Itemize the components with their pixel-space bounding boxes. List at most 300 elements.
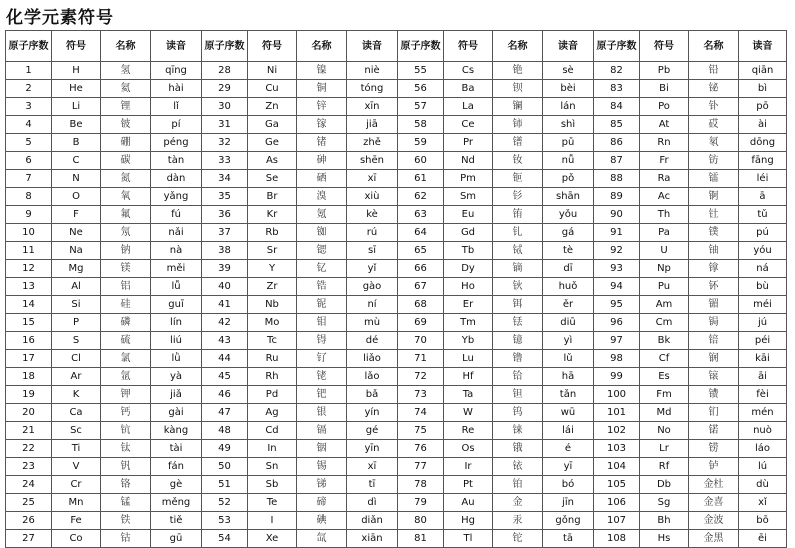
cell-atomic-number: 55 — [398, 62, 444, 80]
cell-symbol: Hs — [640, 530, 689, 548]
cell-name: 铽 — [493, 242, 543, 260]
table-row — [6, 386, 787, 404]
cell-atomic-number: 9 — [6, 206, 52, 224]
cell-name: 硒 — [297, 170, 347, 188]
cell-atomic-number: 2 — [6, 80, 52, 98]
cell-name: 锝 — [297, 332, 347, 350]
table-row — [6, 224, 787, 242]
cell-symbol: Ac — [640, 188, 689, 206]
cell-pronunciation: ēi — [739, 530, 787, 548]
cell-name: 汞 — [493, 512, 543, 530]
cell-name: 铀 — [689, 242, 739, 260]
cell-atomic-number: 19 — [6, 386, 52, 404]
cell-name: 镥 — [493, 350, 543, 368]
cell-pronunciation: jiā — [347, 116, 398, 134]
cell-name: 镭 — [689, 170, 739, 188]
cell-pronunciation: gé — [347, 422, 398, 440]
cell-atomic-number: 47 — [202, 404, 248, 422]
cell-name: 镧 — [493, 98, 543, 116]
cell-pronunciation: zhě — [347, 134, 398, 152]
cell-name: 磷 — [101, 314, 151, 332]
cell-name: 钡 — [493, 80, 543, 98]
cell-atomic-number: 75 — [398, 422, 444, 440]
cell-pronunciation: fèi — [739, 386, 787, 404]
cell-name: 锶 — [297, 242, 347, 260]
cell-symbol: Sb — [248, 476, 297, 494]
header-atomic-number: 原子序数 — [594, 31, 640, 62]
cell-atomic-number: 52 — [202, 494, 248, 512]
cell-atomic-number: 84 — [594, 98, 640, 116]
cell-atomic-number: 48 — [202, 422, 248, 440]
cell-atomic-number: 105 — [594, 476, 640, 494]
cell-pronunciation: lǎo — [347, 368, 398, 386]
cell-atomic-number: 21 — [6, 422, 52, 440]
cell-name: 镁 — [101, 260, 151, 278]
cell-name: 锘 — [689, 422, 739, 440]
table-row — [6, 98, 787, 116]
cell-symbol: P — [52, 314, 101, 332]
cell-pronunciation: xīn — [347, 98, 398, 116]
table-row — [6, 476, 787, 494]
cell-symbol: Mo — [248, 314, 297, 332]
table-row — [6, 350, 787, 368]
table-row — [6, 332, 787, 350]
table-row — [6, 494, 787, 512]
cell-symbol: At — [640, 116, 689, 134]
cell-name: 氡 — [689, 134, 739, 152]
cell-name: 砷 — [297, 152, 347, 170]
cell-atomic-number: 74 — [398, 404, 444, 422]
cell-pronunciation: shān — [543, 188, 594, 206]
cell-atomic-number: 66 — [398, 260, 444, 278]
table-row — [6, 152, 787, 170]
cell-atomic-number: 57 — [398, 98, 444, 116]
cell-symbol: Gd — [444, 224, 493, 242]
cell-pronunciation: diū — [543, 314, 594, 332]
cell-symbol: N — [52, 170, 101, 188]
cell-symbol: Xe — [248, 530, 297, 548]
cell-name: 锆 — [297, 278, 347, 296]
cell-symbol: Th — [640, 206, 689, 224]
cell-symbol: C — [52, 152, 101, 170]
cell-atomic-number: 20 — [6, 404, 52, 422]
cell-name: 铑 — [297, 368, 347, 386]
cell-symbol: Mn — [52, 494, 101, 512]
cell-name: 铕 — [493, 206, 543, 224]
cell-pronunciation: yóu — [739, 242, 787, 260]
cell-name: 锿 — [689, 368, 739, 386]
cell-pronunciation: měi — [151, 260, 202, 278]
cell-atomic-number: 51 — [202, 476, 248, 494]
cell-name: 钛 — [101, 440, 151, 458]
cell-name: 碲 — [297, 494, 347, 512]
cell-pronunciation: sè — [543, 62, 594, 80]
cell-pronunciation: shì — [543, 116, 594, 134]
cell-pronunciation: ā — [739, 188, 787, 206]
cell-pronunciation: péi — [739, 332, 787, 350]
cell-name: 氙 — [297, 530, 347, 548]
header-symbol: 符号 — [52, 31, 101, 62]
cell-pronunciation: dī — [543, 260, 594, 278]
cell-symbol: Cu — [248, 80, 297, 98]
cell-pronunciation: huǒ — [543, 278, 594, 296]
cell-name: 锇 — [493, 440, 543, 458]
cell-atomic-number: 54 — [202, 530, 248, 548]
cell-atomic-number: 87 — [594, 152, 640, 170]
cell-name: 钔 — [689, 404, 739, 422]
table-row — [6, 278, 787, 296]
cell-name: 钠 — [101, 242, 151, 260]
cell-atomic-number: 35 — [202, 188, 248, 206]
cell-name: 铱 — [493, 458, 543, 476]
cell-symbol: Am — [640, 296, 689, 314]
cell-symbol: Ar — [52, 368, 101, 386]
cell-symbol: Pt — [444, 476, 493, 494]
cell-symbol: Zn — [248, 98, 297, 116]
cell-atomic-number: 85 — [594, 116, 640, 134]
cell-atomic-number: 92 — [594, 242, 640, 260]
cell-symbol: In — [248, 440, 297, 458]
cell-name: 碘 — [297, 512, 347, 530]
table-row — [6, 62, 787, 80]
cell-pronunciation: mù — [347, 314, 398, 332]
cell-symbol: Li — [52, 98, 101, 116]
cell-atomic-number: 29 — [202, 80, 248, 98]
cell-symbol: Tl — [444, 530, 493, 548]
cell-symbol: Si — [52, 296, 101, 314]
cell-name: 锔 — [689, 314, 739, 332]
cell-pronunciation: péng — [151, 134, 202, 152]
cell-symbol: Fe — [52, 512, 101, 530]
cell-symbol: K — [52, 386, 101, 404]
cell-pronunciation: xī — [347, 458, 398, 476]
cell-name: 铬 — [101, 476, 151, 494]
cell-atomic-number: 79 — [398, 494, 444, 512]
cell-pronunciation: bì — [739, 80, 787, 98]
cell-name: 钆 — [493, 224, 543, 242]
cell-symbol: O — [52, 188, 101, 206]
cell-atomic-number: 65 — [398, 242, 444, 260]
cell-atomic-number: 59 — [398, 134, 444, 152]
cell-pronunciation: kàng — [151, 422, 202, 440]
cell-pronunciation: ài — [739, 116, 787, 134]
cell-name: 金波 — [689, 512, 739, 530]
cell-atomic-number: 14 — [6, 296, 52, 314]
table-row — [6, 422, 787, 440]
cell-symbol: Na — [52, 242, 101, 260]
cell-atomic-number: 96 — [594, 314, 640, 332]
cell-pronunciation: yī — [543, 458, 594, 476]
cell-name: 钌 — [297, 350, 347, 368]
cell-pronunciation: dù — [739, 476, 787, 494]
cell-pronunciation: tàn — [151, 152, 202, 170]
cell-atomic-number: 69 — [398, 314, 444, 332]
cell-name: 铼 — [493, 422, 543, 440]
cell-symbol: Sn — [248, 458, 297, 476]
cell-pronunciation: qiān — [739, 62, 787, 80]
cell-atomic-number: 67 — [398, 278, 444, 296]
cell-atomic-number: 34 — [202, 170, 248, 188]
cell-pronunciation: niè — [347, 62, 398, 80]
cell-name: 钾 — [101, 386, 151, 404]
cell-atomic-number: 17 — [6, 350, 52, 368]
cell-symbol: Ho — [444, 278, 493, 296]
cell-name: 硫 — [101, 332, 151, 350]
cell-symbol: Os — [444, 440, 493, 458]
cell-name: 氦 — [101, 80, 151, 98]
cell-atomic-number: 91 — [594, 224, 640, 242]
header-symbol: 符号 — [248, 31, 297, 62]
cell-symbol: Lu — [444, 350, 493, 368]
cell-symbol: Ru — [248, 350, 297, 368]
cell-pronunciation: tiě — [151, 512, 202, 530]
cell-name: 锫 — [689, 332, 739, 350]
cell-name: 氖 — [101, 224, 151, 242]
cell-name: 锡 — [297, 458, 347, 476]
cell-symbol: Ir — [444, 458, 493, 476]
cell-atomic-number: 90 — [594, 206, 640, 224]
cell-name: 镱 — [493, 332, 543, 350]
table-row — [6, 512, 787, 530]
cell-atomic-number: 24 — [6, 476, 52, 494]
cell-atomic-number: 7 — [6, 170, 52, 188]
cell-atomic-number: 23 — [6, 458, 52, 476]
cell-name: 钚 — [689, 278, 739, 296]
cell-atomic-number: 22 — [6, 440, 52, 458]
cell-atomic-number: 104 — [594, 458, 640, 476]
cell-atomic-number: 31 — [202, 116, 248, 134]
cell-symbol: Pr — [444, 134, 493, 152]
cell-pronunciation: xiù — [347, 188, 398, 206]
cell-name: 钇 — [297, 260, 347, 278]
cell-symbol: Co — [52, 530, 101, 548]
cell-name: 铂 — [493, 476, 543, 494]
table-row — [6, 206, 787, 224]
cell-pronunciation: fú — [151, 206, 202, 224]
cell-name: 锰 — [101, 494, 151, 512]
cell-name: 镤 — [689, 224, 739, 242]
cell-atomic-number: 78 — [398, 476, 444, 494]
element-table — [5, 30, 787, 548]
cell-symbol: No — [640, 422, 689, 440]
cell-name: 铍 — [101, 116, 151, 134]
cell-atomic-number: 42 — [202, 314, 248, 332]
cell-pronunciation: qīng — [151, 62, 202, 80]
cell-pronunciation: yà — [151, 368, 202, 386]
cell-pronunciation: gào — [347, 278, 398, 296]
cell-symbol: Fr — [640, 152, 689, 170]
header-name: 名称 — [297, 31, 347, 62]
cell-atomic-number: 13 — [6, 278, 52, 296]
cell-pronunciation: fāng — [739, 152, 787, 170]
cell-atomic-number: 15 — [6, 314, 52, 332]
cell-atomic-number: 11 — [6, 242, 52, 260]
cell-name: 铪 — [493, 368, 543, 386]
table-header-row — [6, 31, 787, 62]
cell-atomic-number: 80 — [398, 512, 444, 530]
cell-symbol: Al — [52, 278, 101, 296]
cell-atomic-number: 61 — [398, 170, 444, 188]
cell-symbol: Pu — [640, 278, 689, 296]
cell-name: 钨 — [493, 404, 543, 422]
cell-name: 铥 — [493, 314, 543, 332]
cell-symbol: F — [52, 206, 101, 224]
cell-name: 钴 — [101, 530, 151, 548]
cell-atomic-number: 3 — [6, 98, 52, 116]
cell-pronunciation: tǎn — [543, 386, 594, 404]
cell-atomic-number: 39 — [202, 260, 248, 278]
header-symbol: 符号 — [444, 31, 493, 62]
cell-name: 镝 — [493, 260, 543, 278]
cell-atomic-number: 50 — [202, 458, 248, 476]
cell-atomic-number: 60 — [398, 152, 444, 170]
cell-symbol: Sc — [52, 422, 101, 440]
header-atomic-number: 原子序数 — [398, 31, 444, 62]
cell-atomic-number: 95 — [594, 296, 640, 314]
cell-atomic-number: 70 — [398, 332, 444, 350]
cell-pronunciation: tǔ — [739, 206, 787, 224]
cell-pronunciation: tī — [347, 476, 398, 494]
cell-pronunciation: tài — [151, 440, 202, 458]
cell-symbol: Tm — [444, 314, 493, 332]
header-atomic-number: 原子序数 — [202, 31, 248, 62]
cell-atomic-number: 73 — [398, 386, 444, 404]
cell-name: 金喜 — [689, 494, 739, 512]
header-atomic-number: 原子序数 — [6, 31, 52, 62]
cell-atomic-number: 5 — [6, 134, 52, 152]
cell-name: 铝 — [101, 278, 151, 296]
table-row — [6, 368, 787, 386]
cell-atomic-number: 58 — [398, 116, 444, 134]
cell-symbol: B — [52, 134, 101, 152]
cell-symbol: Hg — [444, 512, 493, 530]
cell-name: 铹 — [689, 440, 739, 458]
cell-atomic-number: 77 — [398, 458, 444, 476]
cell-symbol: Sm — [444, 188, 493, 206]
cell-atomic-number: 103 — [594, 440, 640, 458]
cell-atomic-number: 25 — [6, 494, 52, 512]
cell-symbol: Pd — [248, 386, 297, 404]
header-pronunciation: 读音 — [151, 31, 202, 62]
cell-name: 银 — [297, 404, 347, 422]
cell-name: 砹 — [689, 116, 739, 134]
cell-pronunciation: mén — [739, 404, 787, 422]
cell-name: 钪 — [101, 422, 151, 440]
cell-name: 氮 — [101, 170, 151, 188]
cell-symbol: Rf — [640, 458, 689, 476]
cell-name: 锂 — [101, 98, 151, 116]
cell-symbol: Bh — [640, 512, 689, 530]
cell-atomic-number: 101 — [594, 404, 640, 422]
cell-pronunciation: lǐ — [151, 98, 202, 116]
cell-pronunciation: yǎng — [151, 188, 202, 206]
cell-atomic-number: 86 — [594, 134, 640, 152]
cell-atomic-number: 76 — [398, 440, 444, 458]
table-row — [6, 260, 787, 278]
cell-symbol: I — [248, 512, 297, 530]
cell-atomic-number: 26 — [6, 512, 52, 530]
cell-atomic-number: 100 — [594, 386, 640, 404]
cell-symbol: Pb — [640, 62, 689, 80]
cell-symbol: Hf — [444, 368, 493, 386]
cell-pronunciation: bèi — [543, 80, 594, 98]
cell-symbol: Mg — [52, 260, 101, 278]
cell-name: 氧 — [101, 188, 151, 206]
cell-pronunciation: gá — [543, 224, 594, 242]
cell-atomic-number: 83 — [594, 80, 640, 98]
cell-symbol: Ba — [444, 80, 493, 98]
cell-pronunciation: dōng — [739, 134, 787, 152]
cell-name: 镅 — [689, 296, 739, 314]
cell-symbol: Ca — [52, 404, 101, 422]
cell-pronunciation: é — [543, 440, 594, 458]
cell-pronunciation: pō — [739, 98, 787, 116]
cell-name: 金黑 — [689, 530, 739, 548]
table-row — [6, 116, 787, 134]
cell-atomic-number: 10 — [6, 224, 52, 242]
cell-pronunciation: xǐ — [739, 494, 787, 512]
cell-symbol: Ag — [248, 404, 297, 422]
cell-name: 锌 — [297, 98, 347, 116]
cell-symbol: Es — [640, 368, 689, 386]
cell-pronunciation: rú — [347, 224, 398, 242]
cell-atomic-number: 8 — [6, 188, 52, 206]
cell-atomic-number: 41 — [202, 296, 248, 314]
cell-atomic-number: 18 — [6, 368, 52, 386]
cell-name: 铅 — [689, 62, 739, 80]
cell-pronunciation: pǒ — [543, 170, 594, 188]
cell-pronunciation: lǜ — [151, 350, 202, 368]
cell-atomic-number: 97 — [594, 332, 640, 350]
header-name: 名称 — [101, 31, 151, 62]
cell-pronunciation: bó — [543, 476, 594, 494]
cell-pronunciation: dàn — [151, 170, 202, 188]
cell-name: 硼 — [101, 134, 151, 152]
cell-pronunciation: yǐ — [347, 260, 398, 278]
cell-name: 镎 — [689, 260, 739, 278]
cell-symbol: Ge — [248, 134, 297, 152]
cell-atomic-number: 94 — [594, 278, 640, 296]
cell-atomic-number: 71 — [398, 350, 444, 368]
header-pronunciation: 读音 — [347, 31, 398, 62]
cell-pronunciation: pí — [151, 116, 202, 134]
cell-atomic-number: 107 — [594, 512, 640, 530]
cell-symbol: Pa — [640, 224, 689, 242]
cell-symbol: Po — [640, 98, 689, 116]
cell-pronunciation: hā — [543, 368, 594, 386]
cell-symbol: Ra — [640, 170, 689, 188]
cell-atomic-number: 36 — [202, 206, 248, 224]
cell-atomic-number: 98 — [594, 350, 640, 368]
cell-atomic-number: 49 — [202, 440, 248, 458]
cell-symbol: Se — [248, 170, 297, 188]
cell-symbol: Ti — [52, 440, 101, 458]
cell-symbol: Dy — [444, 260, 493, 278]
cell-atomic-number: 72 — [398, 368, 444, 386]
cell-name: 钒 — [101, 458, 151, 476]
cell-pronunciation: pǔ — [543, 134, 594, 152]
cell-symbol: Nb — [248, 296, 297, 314]
cell-pronunciation: gū — [151, 530, 202, 548]
cell-atomic-number: 108 — [594, 530, 640, 548]
header-pronunciation: 读音 — [739, 31, 787, 62]
cell-symbol: La — [444, 98, 493, 116]
cell-name: 铁 — [101, 512, 151, 530]
cell-pronunciation: léi — [739, 170, 787, 188]
cell-symbol: Er — [444, 296, 493, 314]
cell-pronunciation: ěr — [543, 296, 594, 314]
cell-atomic-number: 4 — [6, 116, 52, 134]
